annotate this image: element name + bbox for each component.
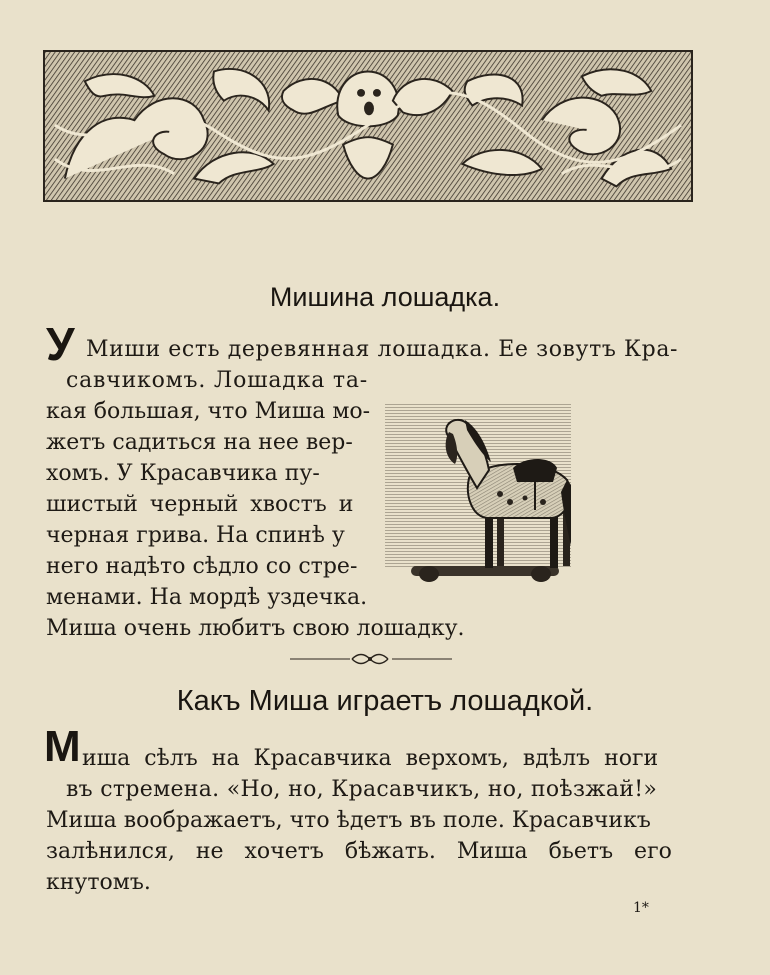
paragraph-line: него надѣто сѣдло со стре- (46, 554, 358, 579)
section-title-how-misha-plays: Какъ Миша играетъ лошадкой. (176, 685, 594, 717)
paragraph-line: шистый черный хвостъ и (46, 492, 354, 517)
drop-cap-u: У (46, 318, 75, 370)
paragraph-line: хомъ. У Красавчика пу- (46, 461, 320, 486)
ornament-pattern-image (45, 52, 691, 200)
paragraph-line: иша сѣлъ на Красавчика верхомъ, вдѣлъ ноги (82, 746, 659, 771)
paragraph-line: савчикомъ. Лошадка та- (66, 368, 369, 393)
paragraph-line: въ стремена. «Но, но, Красавчикъ, но, поѣзжай!» (66, 777, 658, 802)
paragraph-line: кая большая, что Миша мо- (46, 399, 371, 424)
paragraph-line: Миша воображаетъ, что ѣдетъ въ поле. Красавчикъ (46, 808, 651, 833)
paragraph-line: жетъ садиться на нее вер- (46, 430, 353, 455)
paragraph-line: менами. На мордѣ уздечка. (46, 585, 368, 610)
paragraph-line: Миши есть деревянная лошадка. Ее зовутъ Кра- (86, 337, 679, 362)
ornamental-divider (290, 651, 452, 667)
section-title-mishas-horse: Мишина лошадка. (269, 282, 501, 312)
drop-cap-m: М (44, 722, 81, 771)
paragraph-line: Миша очень любитъ свою лошадку. (46, 616, 465, 641)
paragraph-line: залѣнился, не хочетъ бѣжать. Миша бьетъ его (46, 839, 672, 864)
ornamental-header-banner (43, 50, 693, 202)
paragraph-line: черная грива. На спинѣ у (46, 523, 345, 548)
horse-engraving-image (385, 398, 571, 588)
wooden-horse-illustration (385, 398, 571, 588)
paragraph-line: кнутомъ. (46, 870, 151, 895)
page-number: 1* (633, 900, 649, 916)
